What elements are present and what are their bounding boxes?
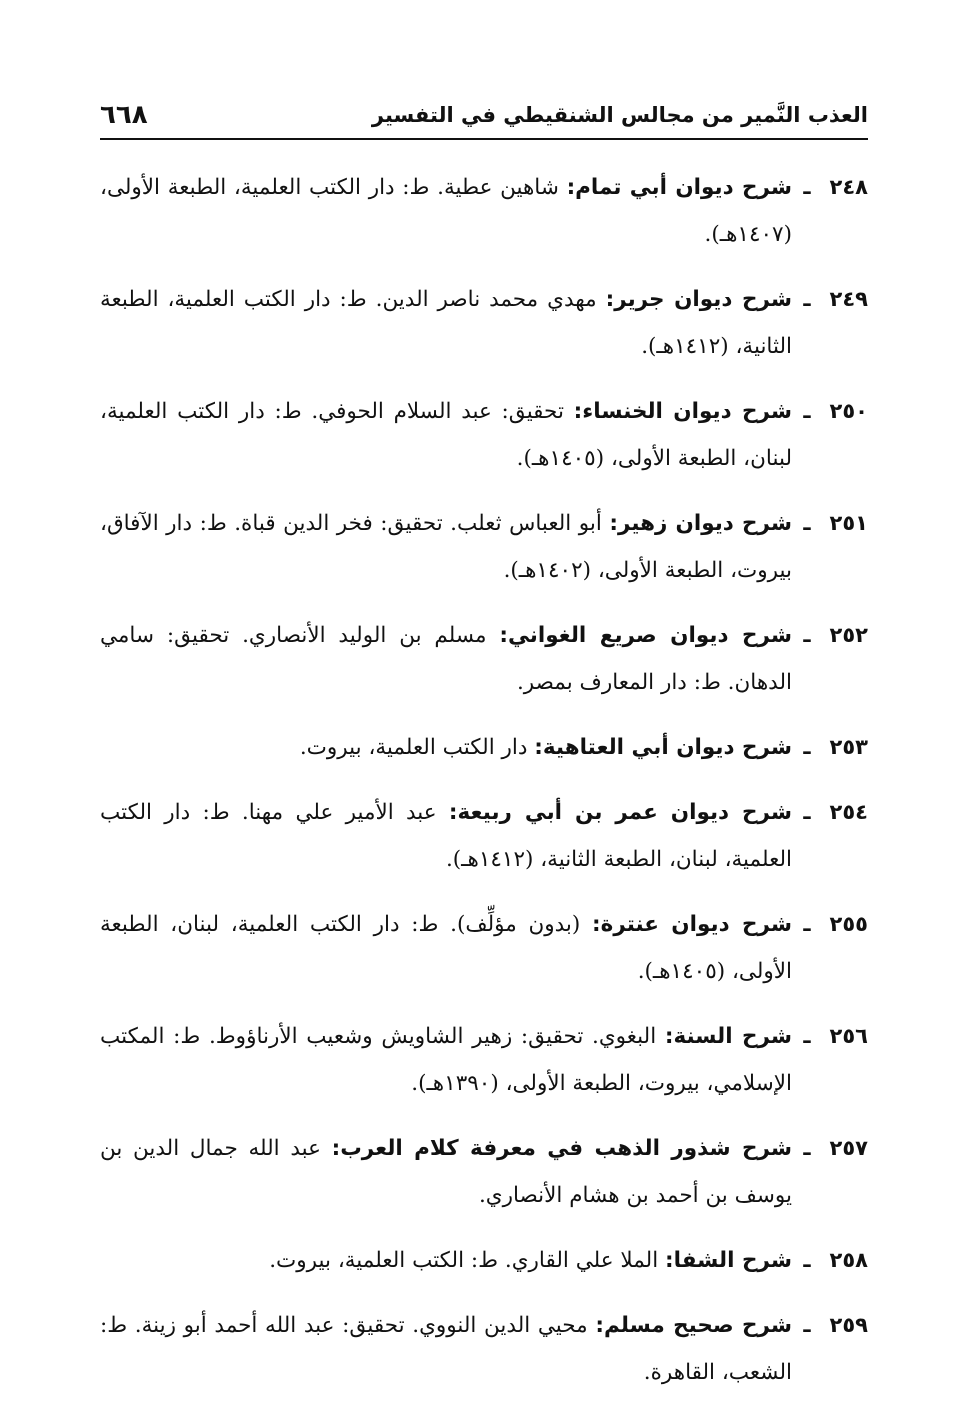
entry-body <box>100 901 792 995</box>
entry-number: ٢٥٨ <box>829 1248 868 1272</box>
page-number: ٦٦٨ <box>100 100 148 130</box>
entry-details: شاهين عطية. ط: دار الكتب العلمية، الطبعة الأولى، (١٤٠٧هـ). <box>100 175 792 247</box>
bibliography-entry <box>100 1013 868 1107</box>
entry-body <box>100 1125 792 1219</box>
entry-title: شرح ديوان عمر بن أبي ربيعة: <box>448 800 792 825</box>
running-title: العذب النَّمير من مجالس الشنقيطي في التفسير <box>371 103 868 127</box>
bibliography-entry <box>100 1302 868 1396</box>
entry-title: شرح ديوان زهير: <box>609 511 792 536</box>
entry-details: مسلم بن الوليد الأنصاري. تحقيق: سامي الدهان. ط: دار المعارف بمصر. <box>100 623 792 695</box>
bibliography-entry <box>100 789 868 883</box>
entry-title: شرح شذور الذهب في معرفة كلام العرب: <box>331 1136 792 1161</box>
entry-body <box>100 724 792 771</box>
entry-number: ٢٥٩ <box>829 1313 868 1337</box>
entry-body <box>100 612 792 706</box>
entry-title: شرح ديوان أبي العتاهية: <box>534 735 792 760</box>
entry-title: شرح ديوان عنترة: <box>592 912 792 937</box>
bibliography-entry <box>100 276 868 370</box>
entry-number: ٢٥٢ <box>829 623 868 647</box>
bibliography-entry <box>100 1237 868 1284</box>
entry-dash: ـ <box>803 1136 811 1160</box>
entry-dash: ـ <box>803 175 811 199</box>
entry-details: عبد الأمير علي مهنا. ط: دار الكتب العلمية، لبنان، الطبعة الثانية، (١٤١٢هـ). <box>100 800 792 872</box>
bibliography-entry <box>100 388 868 482</box>
entry-title: شرح ديوان أبي تمام: <box>566 175 792 200</box>
bibliography-list <box>100 164 868 1414</box>
entry-dash: ـ <box>803 399 811 423</box>
bibliography-entry <box>100 901 868 995</box>
entry-dash: ـ <box>803 912 811 936</box>
entry-number: ٢٥٧ <box>829 1136 868 1160</box>
entry-body <box>100 1237 792 1284</box>
entry-details: البغوي. تحقيق: زهير الشاويش وشعيب الأرناؤوط. ط: المكتب الإسلامي، بيروت، الطبعة الأولى، (١٣٩٠هـ). <box>100 1024 792 1096</box>
entry-title: شرح صحيح مسلم: <box>595 1313 792 1338</box>
entry-details: تحقيق: عبد السلام الحوفي. ط: دار الكتب العلمية، لبنان، الطبعة الأولى، (١٤٠٥هـ). <box>100 399 792 471</box>
entry-number: ٢٤٨ <box>829 175 868 199</box>
entry-dash: ـ <box>803 287 811 311</box>
entry-number: ٢٤٩ <box>829 287 868 311</box>
entry-dash: ـ <box>803 800 811 824</box>
bibliography-entry <box>100 1125 868 1219</box>
entry-dash: ـ <box>803 1313 811 1337</box>
bibliography-entry <box>100 612 868 706</box>
bibliography-entry <box>100 724 868 771</box>
entry-title: شرح ديوان صريع الغواني: <box>499 623 792 648</box>
entry-body <box>100 1302 792 1396</box>
entry-details: مهدي محمد ناصر الدين. ط: دار الكتب العلمية، الطبعة الثانية، (١٤١٢هـ). <box>100 287 792 359</box>
entry-number: ٢٥٠ <box>829 399 868 423</box>
entry-number: ٢٥٦ <box>829 1024 868 1048</box>
entry-body <box>100 276 792 370</box>
bibliography-entry <box>100 500 868 594</box>
entry-details: (بدون مؤلِّف). ط: دار الكتب العلمية، لبنان، الطبعة الأولى، (١٤٠٥هـ). <box>100 912 792 984</box>
entry-details: عبد الله جمال الدين بن يوسف بن أحمد بن هشام الأنصاري. <box>100 1136 792 1208</box>
entry-title: شرح ديوان الخنساء: <box>573 399 792 424</box>
bibliography-entry <box>100 164 868 258</box>
entry-title: شرح السنة: <box>664 1024 792 1049</box>
entry-dash: ـ <box>803 1248 811 1272</box>
entry-number: ٢٥٤ <box>829 800 868 824</box>
entry-body <box>100 164 792 258</box>
entry-title: شرح الشفا: <box>665 1248 792 1273</box>
entry-body <box>100 500 792 594</box>
entry-body <box>100 1013 792 1107</box>
page-header <box>100 92 868 132</box>
entry-details: الملا علي القاري. ط: الكتب العلمية، بيروت. <box>269 1248 659 1273</box>
entry-number: ٢٥٣ <box>829 735 868 759</box>
entry-dash: ـ <box>803 735 811 759</box>
entry-dash: ـ <box>803 511 811 535</box>
entry-number: ٢٥٥ <box>829 912 868 936</box>
entry-details: محيي الدين النووي. تحقيق: عبد الله أحمد أبو زينة. ط: الشعب، القاهرة. <box>100 1313 792 1385</box>
entry-body <box>100 388 792 482</box>
entry-body <box>100 789 792 883</box>
entry-number: ٢٥١ <box>829 511 868 535</box>
entry-details: أبو العباس ثعلب. تحقيق: فخر الدين قباة. ط: دار الآفاق، بيروت، الطبعة الأولى، (١٤٠٢هـ). <box>100 511 792 583</box>
entry-details: دار الكتب العلمية، بيروت. <box>299 735 528 760</box>
entry-title: شرح ديوان جرير: <box>605 287 792 312</box>
entry-dash: ـ <box>803 623 811 647</box>
header-divider <box>100 138 868 140</box>
entry-dash: ـ <box>803 1024 811 1048</box>
